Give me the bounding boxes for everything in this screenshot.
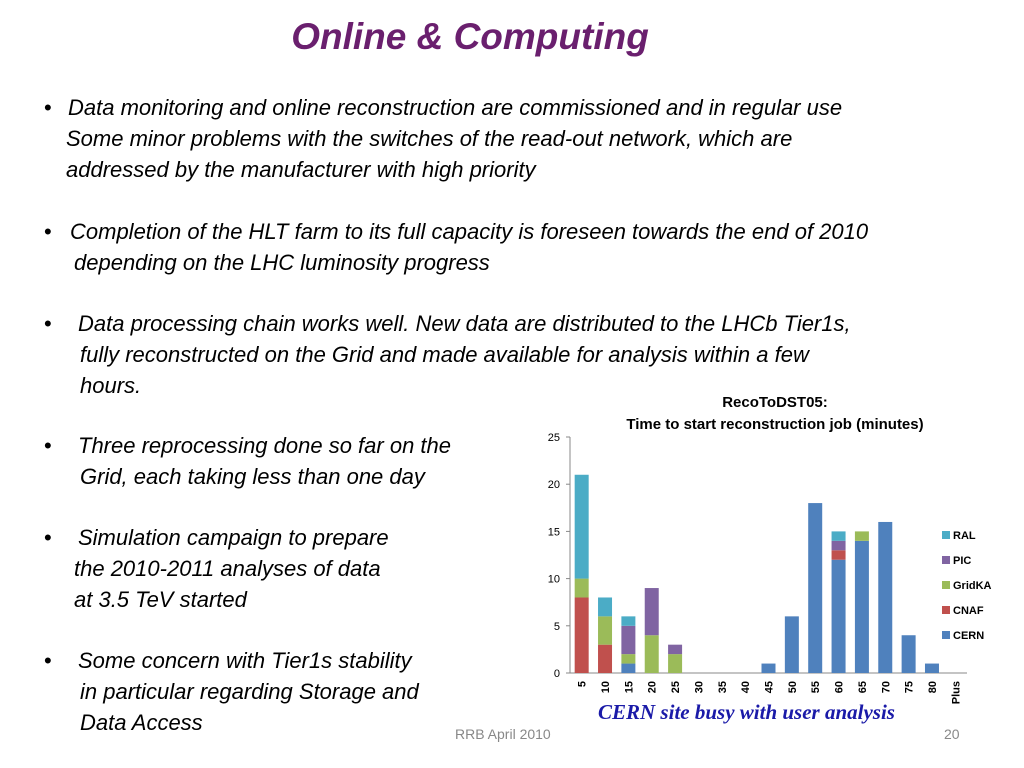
- bar-segment-cern: [855, 541, 869, 673]
- bullet-line: the 2010-2011 analyses of data: [74, 556, 381, 581]
- x-tick-label: 75: [903, 681, 916, 694]
- bar-segment-pic: [645, 588, 659, 635]
- bullet-line: Completion of the HLT farm to its full capacity is foreseen towards the end of 2010: [70, 219, 869, 244]
- legend-swatch-pic: [942, 556, 950, 564]
- legend-label-cnaf: CNAF: [953, 605, 984, 617]
- legend-swatch-cnaf: [942, 606, 950, 614]
- bar-segment-cnaf: [832, 550, 846, 559]
- x-tick-label: 70: [880, 681, 893, 694]
- bar-segment-pic: [832, 541, 846, 550]
- bar-segment-cern: [785, 616, 799, 673]
- bar-segment-cern: [621, 664, 635, 673]
- y-tick-label: 0: [553, 668, 560, 680]
- bar-segment-cern: [878, 522, 892, 673]
- bullet-line: depending on the LHC luminosity progress: [74, 250, 490, 275]
- x-tick-label: 60: [833, 681, 846, 694]
- bullet-line: fully reconstructed on the Grid and made available for analysis within a few: [80, 342, 809, 367]
- x-tick-label: Plus: [950, 681, 963, 705]
- bar-segment-ral: [621, 616, 635, 625]
- y-tick-label: 10: [547, 573, 560, 586]
- x-tick-label: 5: [576, 681, 589, 688]
- bullet-line: Some minor problems with the switches of the read-out network, which are: [66, 126, 793, 151]
- x-tick-label: 45: [763, 681, 776, 694]
- bullet-line: Three reprocessing done so far on the: [78, 433, 452, 458]
- bar-segment-gridka: [621, 654, 635, 663]
- bar-segment-gridka: [668, 654, 682, 673]
- bullet-marker: •: [44, 95, 52, 120]
- x-tick-label: 65: [856, 681, 869, 694]
- bar-segment-pic: [668, 645, 682, 654]
- x-tick-label: 30: [693, 681, 706, 694]
- legend-label-cern: CERN: [953, 630, 985, 642]
- bullet-line: Data Access: [80, 710, 203, 735]
- bar-segment-cern: [832, 560, 846, 673]
- x-tick-label: 40: [740, 681, 753, 694]
- x-tick-label: 50: [786, 681, 799, 694]
- bar-segment-cern: [925, 664, 939, 673]
- x-tick-label: 25: [670, 681, 683, 694]
- footer-text: RRB April 2010: [455, 726, 551, 742]
- bar-segment-cern: [902, 635, 916, 673]
- bar-segment-ral: [575, 475, 589, 579]
- chart-title: RecoToDST05:: [722, 394, 828, 411]
- chart-note: CERN site busy with user analysis: [598, 700, 895, 724]
- legend-label-gridka: GridKA: [953, 580, 992, 592]
- bullet-marker: •: [44, 433, 52, 458]
- x-tick-label: 35: [716, 681, 729, 694]
- bullet-line: Data processing chain works well. New data are distributed to the LHCb Tier1s,: [78, 311, 851, 336]
- bullet-marker: •: [44, 311, 52, 336]
- bullet-marker: •: [44, 219, 52, 244]
- bar-segment-gridka: [855, 531, 869, 540]
- y-tick-label: 5: [553, 620, 560, 633]
- page-number: 20: [944, 726, 960, 742]
- x-tick-label: 80: [926, 681, 939, 694]
- x-tick-label: 15: [623, 681, 636, 694]
- x-tick-label: 20: [646, 681, 659, 694]
- bullet-line: Data monitoring and online reconstruction are commissioned and in regular use: [68, 95, 843, 120]
- legend-swatch-cern: [942, 631, 950, 639]
- legend-label-pic: PIC: [953, 555, 972, 567]
- y-tick-label: 15: [547, 526, 560, 539]
- bar-segment-cern: [762, 664, 776, 673]
- bullet-line: at 3.5 TeV started: [74, 587, 247, 612]
- bullet-line: hours.: [80, 373, 142, 398]
- slide-title: Online & Computing: [291, 16, 649, 57]
- chart-subtitle: Time to start reconstruction job (minutes): [626, 416, 924, 433]
- bullet-line: Some concern with Tier1s stability: [78, 648, 412, 673]
- legend-label-ral: RAL: [953, 530, 976, 542]
- bar-segment-pic: [621, 626, 635, 654]
- bar-segment-cnaf: [598, 645, 612, 673]
- bullet-line: addressed by the manufacturer with high priority: [66, 157, 536, 182]
- bar-segment-gridka: [575, 579, 589, 598]
- bar-segment-ral: [598, 597, 612, 616]
- x-tick-label: 10: [600, 681, 613, 694]
- bullet-line: in particular regarding Storage and: [80, 679, 419, 704]
- bar-segment-gridka: [598, 616, 612, 644]
- bar-segment-ral: [832, 531, 846, 540]
- legend-swatch-gridka: [942, 581, 950, 589]
- bar-segment-cnaf: [575, 597, 589, 673]
- y-tick-label: 25: [547, 432, 560, 444]
- bullet-line: Grid, each taking less than one day: [80, 464, 425, 489]
- bullet-marker: •: [44, 648, 52, 673]
- bar-segment-gridka: [645, 635, 659, 673]
- legend-swatch-ral: [942, 531, 950, 539]
- bar-segment-cern: [808, 503, 822, 673]
- y-tick-label: 20: [547, 479, 560, 492]
- bullet-line: Simulation campaign to prepare: [78, 525, 389, 550]
- bullet-marker: •: [44, 525, 52, 550]
- x-tick-label: 55: [810, 681, 823, 694]
